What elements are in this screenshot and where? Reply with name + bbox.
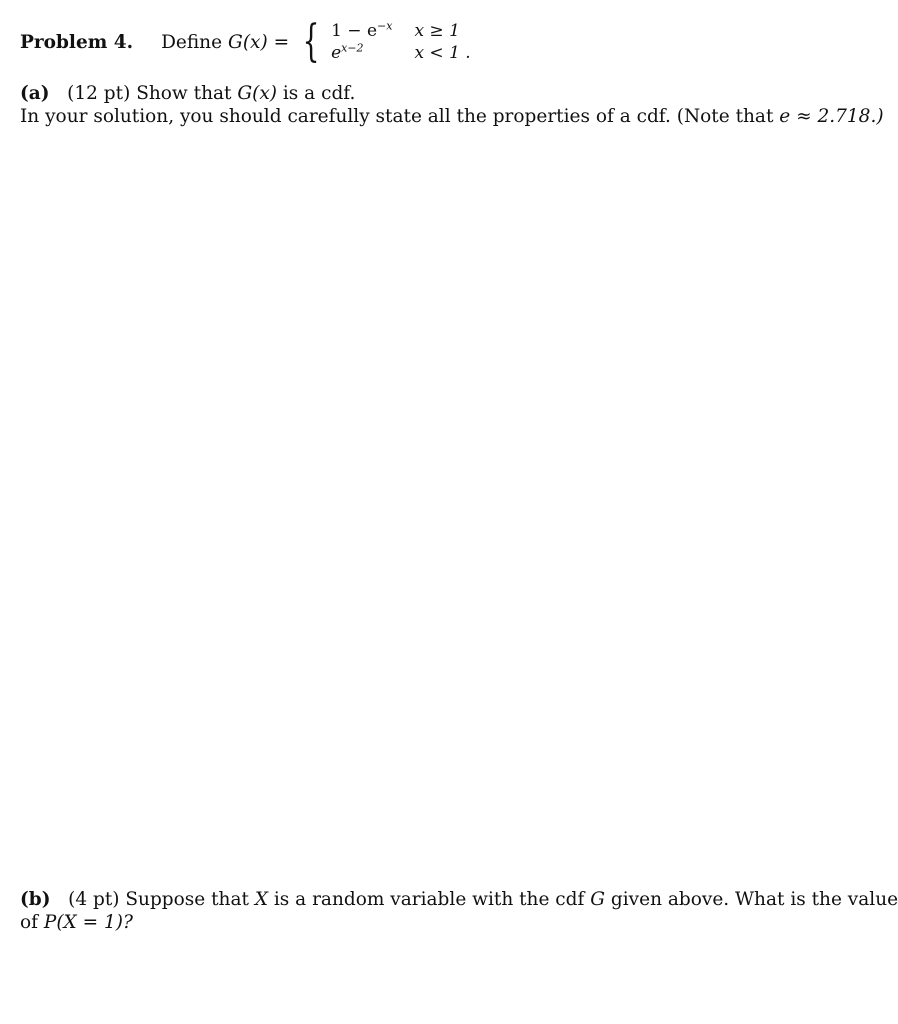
part-b-points: (4 pt) bbox=[68, 889, 120, 910]
part-a-points: (12 pt) bbox=[67, 83, 131, 104]
problem-header bbox=[20, 18, 471, 66]
part-a-prompt-pre: Show that bbox=[136, 83, 232, 104]
part-b-line2-pre: of bbox=[20, 912, 38, 933]
part-b-title bbox=[20, 888, 898, 912]
function-lhs: G(x) = bbox=[228, 31, 290, 53]
part-b-line1-post: given above. What is the value bbox=[610, 889, 898, 910]
part-a-instruction-text: In your solution, you should carefully state all the properties of a cdf. (Note that bbox=[20, 106, 774, 127]
piecewise-cases bbox=[331, 20, 471, 64]
part-b-cdf: G bbox=[590, 889, 606, 910]
part-a-prompt-post: is a cdf. bbox=[282, 83, 356, 104]
part-a-prompt-func: G(x) bbox=[237, 83, 277, 104]
define-text: Define bbox=[161, 31, 223, 53]
case-2-condition: x < 1 . bbox=[414, 43, 471, 63]
part-b-line1-pre: Suppose that bbox=[125, 889, 249, 910]
case-1-expr: $1 - e^{-x}$ bbox=[331, 19, 393, 41]
left-brace: { bbox=[302, 16, 320, 67]
part-b-var: X bbox=[254, 889, 268, 910]
part-a-instruction-math: e ≈ 2.718.) bbox=[779, 106, 884, 127]
part-b-line2-math: P(X = 1)? bbox=[43, 912, 133, 933]
part-b-label: (b) bbox=[20, 889, 51, 910]
part-a-title bbox=[20, 82, 355, 106]
part-b-question bbox=[20, 911, 133, 935]
part-a-label: (a) bbox=[20, 83, 50, 104]
problem-label: Problem 4. bbox=[20, 31, 134, 53]
case-1-condition: x ≥ 1 bbox=[414, 21, 460, 41]
case-2-expr: $e^{x-2}$ bbox=[331, 41, 364, 63]
part-a-instruction bbox=[20, 105, 884, 129]
part-b-line1-mid: is a random variable with the cdf bbox=[273, 889, 585, 910]
